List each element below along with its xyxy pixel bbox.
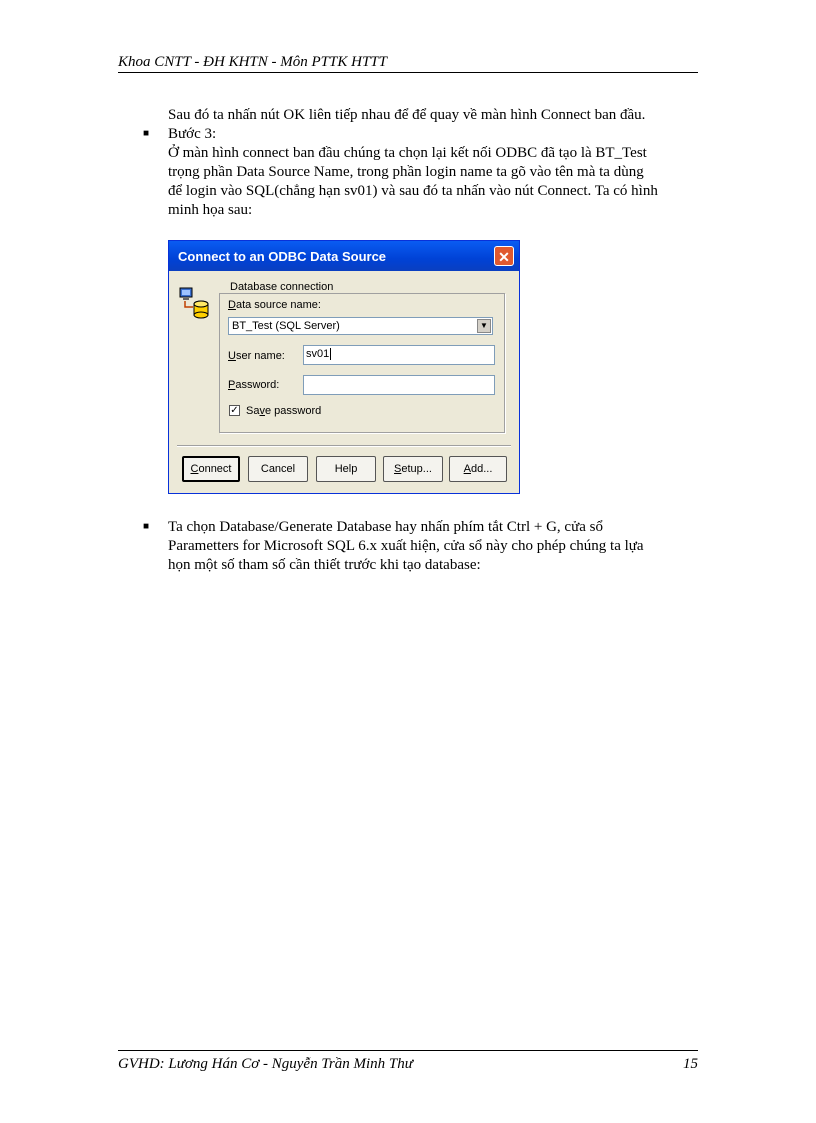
save-password-label: Save password: [246, 405, 322, 417]
close-icon[interactable]: ✕: [494, 246, 514, 266]
setup-button[interactable]: Setup...: [383, 456, 443, 482]
username-input[interactable]: [303, 345, 495, 365]
page-footer: [118, 1056, 698, 1073]
add-button[interactable]: Add...: [449, 456, 507, 482]
paragraph-step3-line4: minh họa sau:: [168, 202, 253, 218]
dsn-label: Data source name:: [228, 299, 321, 311]
paragraph-step3-line2: trọng phần Data Source Name, trong phần login name ta gõ vào tên mà ta dùng: [168, 164, 644, 180]
paragraph-generate-line3: họn một số tham số cần thiết trước khi tạo database:: [168, 557, 481, 573]
password-label: Password:: [228, 379, 280, 391]
paragraph-step3-line1: Ở màn hình connect ban đầu chúng ta chọn lại kết nối ODBC đã tạo là BT_Test: [168, 145, 647, 161]
chevron-down-icon[interactable]: ▼: [477, 319, 491, 333]
bullet-icon: ■: [143, 128, 150, 139]
help-button[interactable]: Help: [316, 456, 376, 482]
paragraph-step3-line3: để login vào SQL(chẳng hạn sv01) và sau đó ta nhấn vào nút Connect. Ta có hình: [168, 183, 658, 199]
username-label: User name:: [228, 350, 285, 362]
dsn-select[interactable]: [228, 317, 493, 335]
group-label: Database connection: [227, 281, 336, 293]
header-divider: [118, 72, 698, 73]
bullet-icon: ■: [143, 521, 150, 532]
page-number: 15: [683, 1056, 698, 1072]
connect-button[interactable]: Connect: [182, 456, 240, 482]
save-password-checkbox[interactable]: ✓: [230, 405, 239, 416]
page-header: Khoa CNTT - ĐH KHTN - Môn PTTK HTTT: [118, 54, 387, 70]
dsn-value: BT_Test (SQL Server): [232, 320, 340, 332]
step-label: Bước 3:: [168, 126, 217, 142]
paragraph-generate-line2: Parametters for Microsoft SQL 6.x xuất hiện, cửa sổ này cho phép chúng ta lựa: [168, 538, 644, 554]
database-computer-icon: [179, 287, 209, 319]
button-separator: [177, 445, 511, 447]
dialog-title: Connect to an ODBC Data Source: [178, 249, 387, 264]
footer-divider: [118, 1050, 698, 1051]
paragraph-generate-line1: Ta chọn Database/Generate Database hay nhấn phím tắt Ctrl + G, cửa sổ: [168, 519, 603, 535]
footer-text: GVHD: Lương Hán Cơ - Nguyễn Trần Minh Thư: [118, 1056, 413, 1072]
dialog-titlebar: [169, 241, 519, 271]
username-value: sv01: [306, 348, 330, 360]
paragraph-ok: Sau đó ta nhấn nút OK liên tiếp nhau để để quay về màn hình Connect ban đầu.: [168, 107, 646, 123]
cancel-button[interactable]: Cancel: [248, 456, 308, 482]
odbc-connect-dialog: [168, 240, 520, 494]
password-input[interactable]: [303, 375, 495, 395]
